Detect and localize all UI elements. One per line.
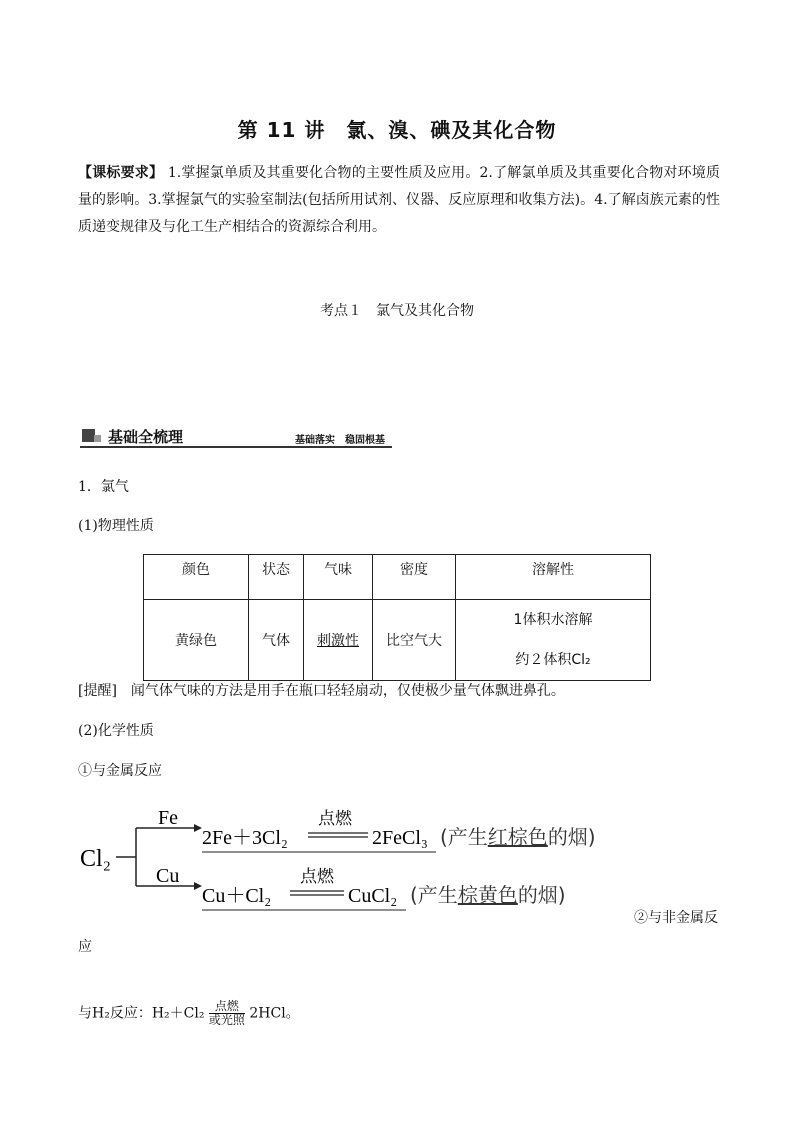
kaodian-heading: 考点１ 氯气及其化合物 xyxy=(320,303,474,319)
chlorine-metal-reaction-diagram xyxy=(78,800,658,920)
requirements-label: 【课标要求】 xyxy=(78,165,164,181)
value-solubility xyxy=(456,600,651,681)
physical-properties-table xyxy=(143,554,651,681)
item-1-heading: 1．氯气 xyxy=(78,479,129,495)
header-solubility: 溶解性 xyxy=(456,555,651,600)
section-title: 基础全梳理 xyxy=(108,428,184,446)
value-color: 黄绿色 xyxy=(144,600,249,681)
requirements-text: 1.掌握氯单质及其重要化合物的主要性质及应用。2.了解氯单质及其重要化合物对环境质量的影响。3.掌握氯气的实验室制法(包括所用试剂、仪器、反应原理和收集方法)。4.了解卤族元素的性质递变规律及与化工生产相结合的资源综合利用。 xyxy=(78,165,721,235)
curriculum-requirements xyxy=(78,160,720,241)
h2-condition-bottom: 或光照 xyxy=(208,1013,245,1027)
fe-note-post: 的烟) xyxy=(547,825,596,849)
value-smell xyxy=(304,600,373,681)
solubility-line-1: 1体积水溶解 xyxy=(513,612,593,628)
cl2-label: Cl₂ xyxy=(80,846,112,872)
table-row xyxy=(144,600,651,681)
value-density: 比空气大 xyxy=(373,600,456,681)
cu-note-color: 棕黄色 xyxy=(457,883,518,907)
fe-arrowhead-icon xyxy=(194,824,202,832)
h2-reaction-product: 2HCl。 xyxy=(249,1005,300,1022)
solubility-line-2: 约２体积Cl₂ xyxy=(515,652,591,668)
fe-note-pre: (产生 xyxy=(440,825,488,849)
h2-reaction-prefix: 与H₂反应：H₂＋Cl₂ xyxy=(78,1005,205,1022)
value-state: 气体 xyxy=(249,600,304,681)
table-header-row xyxy=(144,555,651,600)
fe-equation-left: 2Fe＋3Cl₂ xyxy=(202,827,288,849)
cu-equation-left: Cu＋Cl₂ xyxy=(202,885,272,907)
header-color: 颜色 xyxy=(144,555,249,600)
nonmetal-heading-part-1: ②与非金属反 xyxy=(634,910,718,926)
section-underline xyxy=(80,446,392,448)
chemical-properties-heading: (2)化学性质 xyxy=(78,723,154,739)
page-title: 第 11 讲 氯、溴、碘及其化合物 xyxy=(237,118,557,142)
cu-arrowhead-icon xyxy=(194,882,202,890)
fe-note-color: 红棕色 xyxy=(487,825,548,849)
header-density: 密度 xyxy=(373,555,456,600)
metal-reaction-heading: ①与金属反应 xyxy=(78,763,162,779)
physical-properties-heading: (1)物理性质 xyxy=(78,518,154,534)
cu-equation-right: CuCl₂ xyxy=(348,885,398,907)
h2-reaction-condition xyxy=(209,1000,245,1027)
h2-condition-top: 点燃 xyxy=(209,1000,245,1014)
fe-equation-right: 2FeCl₃ xyxy=(372,827,428,849)
cu-label: Cu xyxy=(156,865,180,887)
section-small-square-icon xyxy=(94,435,101,442)
nonmetal-heading-part-2: 应 xyxy=(78,939,92,955)
fe-note xyxy=(440,825,596,849)
fe-label: Fe xyxy=(158,807,178,829)
cu-condition: 点燃 xyxy=(300,867,334,887)
fe-condition: 点燃 xyxy=(318,809,352,829)
cu-note-post: 的烟) xyxy=(517,883,566,907)
value-smell-text: 刺激性 xyxy=(317,633,359,649)
header-state: 状态 xyxy=(249,555,304,600)
section-subtitle: 基础落实 稳固根基 xyxy=(295,435,385,446)
section-header xyxy=(80,426,392,448)
cu-note xyxy=(410,883,566,907)
cu-note-pre: (产生 xyxy=(410,883,458,907)
tip-note: [提醒] 闻气体气味的方法是用手在瓶口轻轻扇动，仅使极少量气体飘进鼻孔。 xyxy=(78,683,565,699)
h2-reaction xyxy=(78,1000,300,1027)
header-smell: 气味 xyxy=(304,555,373,600)
